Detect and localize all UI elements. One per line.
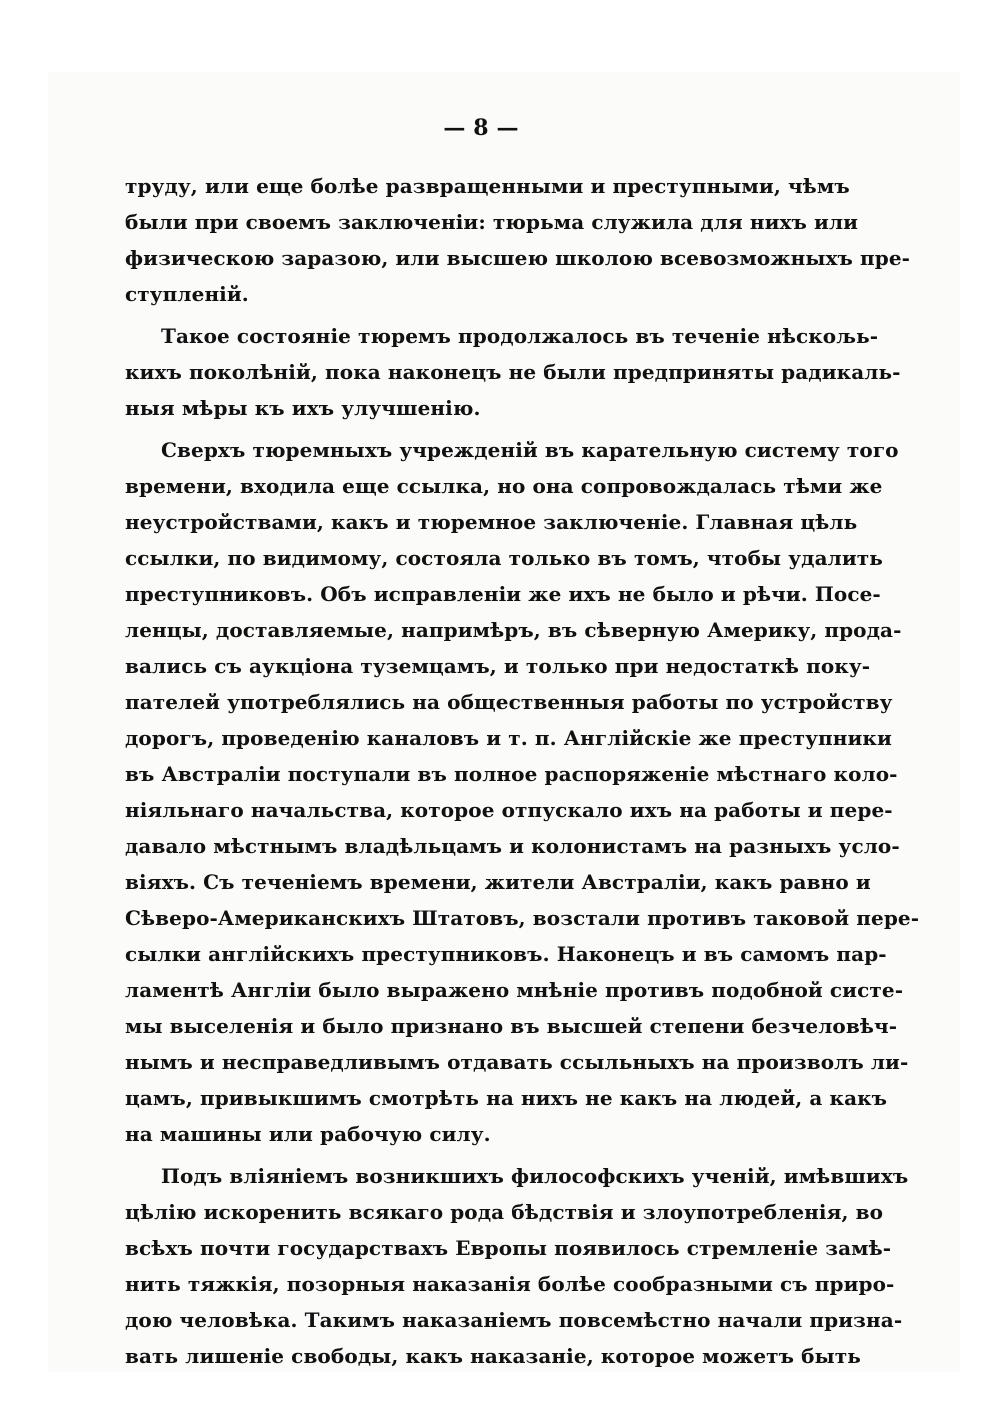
text-line: Сверхъ тюремныхъ учрежденій въ карательную систему того (161, 438, 899, 462)
text-line: віяхъ. Съ теченіемъ времени, жители Австраліи, какъ равно и (125, 870, 871, 894)
text-line: вались съ аукціона туземцамъ, и только при недостаткѣ поку- (125, 654, 871, 678)
body-text (125, 168, 920, 1374)
paragraph (125, 318, 901, 426)
paragraph (125, 1158, 909, 1374)
text-line: труду, или еще болѣе развращенными и преступными, чѣмъ (125, 174, 850, 198)
text-line: вать лишеніе свободы, какъ наказаніе, которое можетъ быть (125, 1344, 861, 1368)
text-line: ленцы, доставляемые, напримѣръ, въ сѣверную Америку, прода- (125, 618, 902, 642)
text-line: мы выселенія и было признано въ высшей степени безчеловѣч- (125, 1014, 898, 1038)
text-line: нымъ и несправедливымъ отдавать ссыльныхъ на произволъ ли- (125, 1050, 909, 1074)
text-line: ныя мѣры къ ихъ улучшенію. (125, 396, 481, 420)
text-line: Сѣверо-Американскихъ Штатовъ, возстали противъ таковой пере- (125, 906, 920, 930)
text-line: преступниковъ. Объ исправленіи же ихъ не было и рѣчи. Посе- (125, 582, 881, 606)
text-line: всѣхъ почти государствахъ Европы появилось стремленіе замѣ- (125, 1236, 892, 1260)
text-line: сылки англійскихъ преступниковъ. Наконецъ и въ самомъ пар- (125, 942, 887, 966)
text-line: цѣлію искоренить всякаго рода бѣдствія и злоупотребленія, во (125, 1200, 884, 1224)
text-line: нить тяжкія, позорныя наказанія болѣе сообразными съ приро- (125, 1272, 895, 1296)
text-line: дою человѣка. Такимъ наказаніемъ повсемѣстно начали призна- (125, 1308, 903, 1332)
text-line: ніяльнаго начальства, которое отпускало ихъ на работы и пере- (125, 798, 893, 822)
text-line: дорогъ, проведенію каналовъ и т. п. Англійскіе же преступники (125, 726, 892, 750)
text-line: Подъ вліяніемъ возникшихъ философскихъ ученій, имѣвшихъ (161, 1164, 909, 1188)
text-line: давало мѣстнымъ владѣльцамъ и колонистамъ на разныхъ усло- (125, 834, 900, 858)
text-line: кихъ поколѣній, пока наконецъ не были предприняты радикаль- (125, 360, 901, 384)
text-line: ламентѣ Англіи было выражено мнѣніе противъ подобной систе- (125, 978, 904, 1002)
page-number: — 8 — (443, 115, 519, 141)
text-line: времени, входила еще ссылка, но она сопровождалась тѣми же (125, 474, 883, 498)
text-line: пателей употреблялись на общественныя работы по устройству (125, 690, 893, 714)
text-line: Такое состояніе тюремъ продолжалось въ теченіе нѣскољь- (161, 324, 879, 348)
text-line: неустройствами, какъ и тюремное заключеніе. Главная цѣль (125, 510, 858, 534)
paragraph (125, 432, 920, 1152)
text-line: въ Австраліи поступали въ полное распоряженіе мѣстнаго коло- (125, 762, 898, 786)
text-line: ступленій. (125, 282, 249, 306)
text-line: цамъ, привыкшимъ смотрѣть на нихъ не какъ на людей, а какъ (125, 1086, 888, 1110)
book-page (125, 110, 920, 1380)
text-line: были при своемъ заключеніи: тюрьма служила для нихъ или (125, 210, 859, 234)
text-line: ссылки, по видимому, состояла только въ томъ, чтобы удалить (125, 546, 883, 570)
text-line: физическою заразою, или высшею школою всевозможныхъ пре- (125, 246, 911, 270)
paragraph (125, 168, 911, 312)
text-line: на машины или рабочую силу. (125, 1122, 491, 1146)
